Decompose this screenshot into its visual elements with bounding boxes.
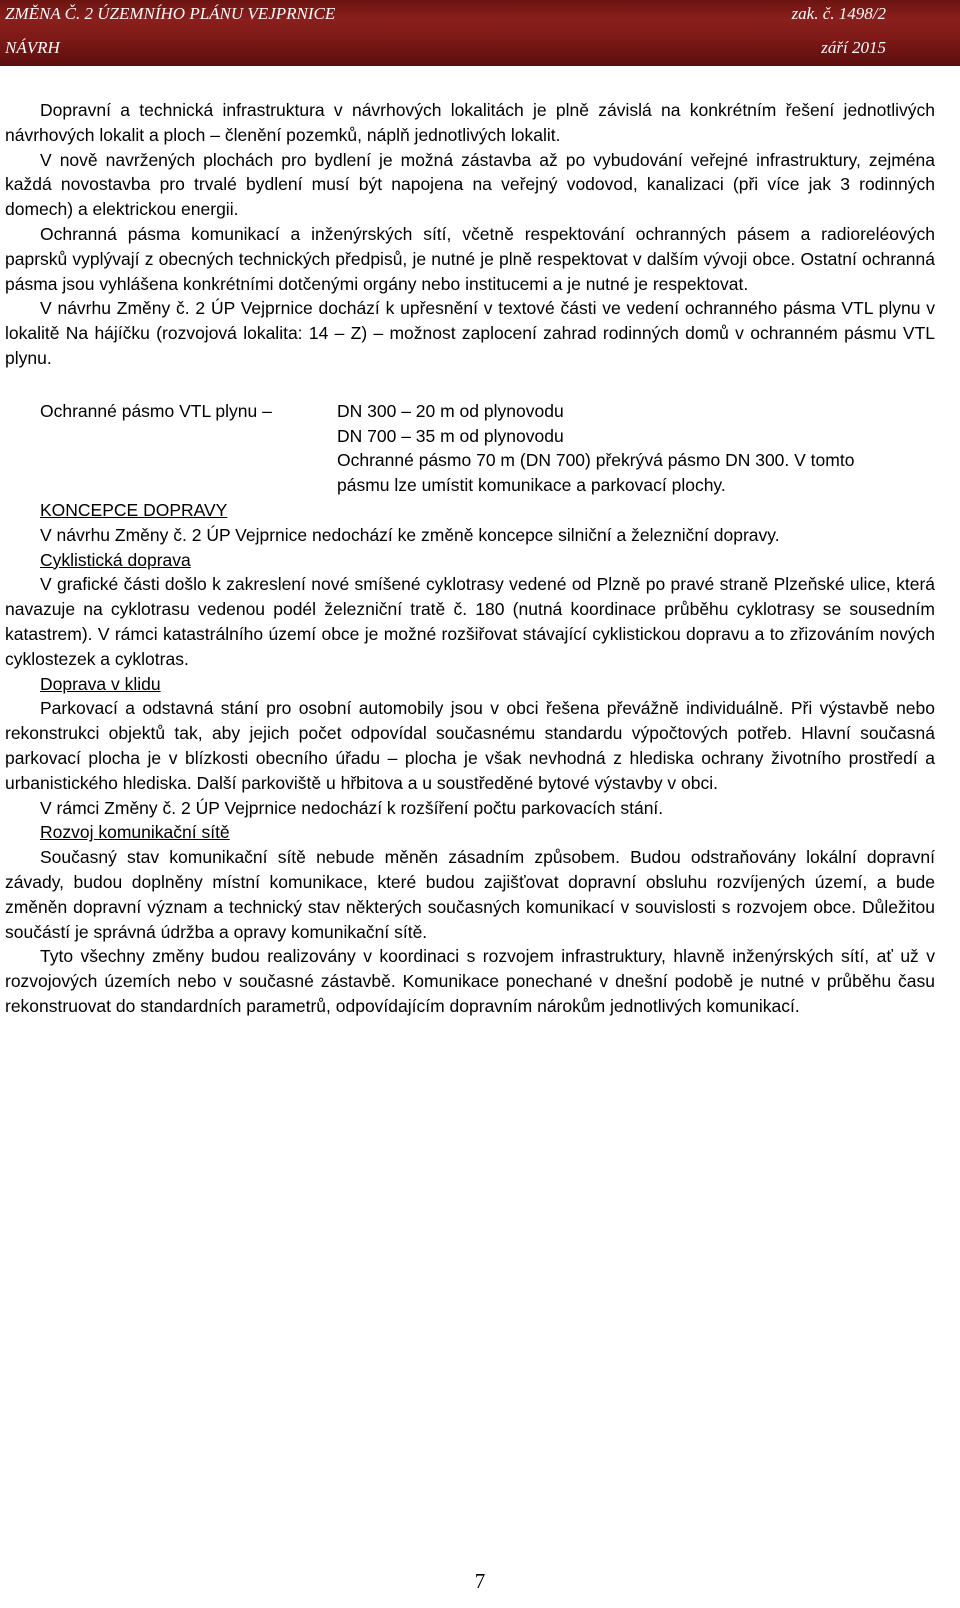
section-heading-rozvoj: Rozvoj komunikační sítě bbox=[40, 822, 230, 843]
koncepce-paragraph: V návrhu Změny č. 2 ÚP Vejprnice nedochází ke změně koncepce silniční a železniční dopravy. bbox=[40, 524, 780, 545]
cyklisticka-paragraph: V grafické části došlo k zakreslení nové smíšené cyklotrasy vedené od Plzně po pravé straně Plzeňské ulice, která navazuje na cyklotrasu vedenou podél železniční tratě č. 180 (nutná koordinace průběhu cyklotrasy se sousedním katastrem). V rámci katastrálního území obce je možné rozšiřovat stávající cyklistickou dopravu a to zřizováním nových cyklostezek a cyklotras. bbox=[5, 574, 935, 669]
page-header bbox=[0, 0, 960, 66]
document-status: NÁVRH bbox=[5, 38, 60, 57]
pipeline-value: DN 300 – 20 m od plynovodu bbox=[337, 400, 564, 421]
contract-number: zak. č. 1498/2 bbox=[791, 4, 886, 23]
pipeline-protection-zone bbox=[5, 399, 935, 498]
section-heading-klid: Doprava v klidu bbox=[40, 673, 161, 694]
klid-paragraph: V rámci Změny č. 2 ÚP Vejprnice nedochází k rozšíření počtu parkovacích stání. bbox=[40, 797, 664, 818]
pipeline-values bbox=[337, 399, 935, 498]
intro-paragraph: V nově navržených plochách pro bydlení je možná zástavba až po vybudování veřejné infrastruktury, zejména každá novostavba pro trvalé bydlení musí být napojena na veřejný vodovod, kanalizaci (při více jak 3 rodinných domech) a elektrickou energii. bbox=[5, 149, 935, 220]
section-heading-cyklisticka: Cyklistická doprava bbox=[40, 549, 191, 570]
pipeline-value: DN 700 – 35 m od plynovodu bbox=[337, 425, 564, 446]
document-body bbox=[5, 98, 935, 1019]
intro-paragraph: V návrhu Změny č. 2 ÚP Vejprnice dochází k upřesnění v textové části ve vedení ochranného pásma VTL plynu v lokalitě Na hájíčku (rozvojová lokalita: 14 – Z) – možnost zaplocení zahrad rodinných domů v ochranném pásmu VTL plynu. bbox=[5, 298, 935, 368]
section-heading-koncepce: KONCEPCE DOPRAVY bbox=[40, 499, 228, 520]
document-date: září 2015 bbox=[821, 38, 886, 57]
intro-paragraph: Dopravní a technická infrastruktura v návrhových lokalitách je plně závislá na konkrétním řešení jednotlivých návrhových lokalit a ploch – členění pozemků, náplň jednotlivých lokalit. bbox=[5, 100, 935, 145]
rozvoj-paragraph: Současný stav komunikační sítě nebude měněn zásadním způsobem. Budou odstraňovány lokální dopravní závady, budou doplněny místní komunikace, které budou zajišťovat dopravní obsluhu rozvíjených území, a bude změněn dopravní význam a technický stav některých současných komunikací v souvislosti s rozvojem obce. Důležitou součástí je správná údržba a opravy komunikační sítě. bbox=[5, 847, 935, 942]
pipeline-value: Ochranné pásmo 70 m (DN 700) překrývá pásmo DN 300. V tomto pásmu lze umístit komunikace a parkovací plochy. bbox=[337, 450, 855, 496]
page-number: 7 bbox=[474, 1569, 486, 1593]
pipeline-label: Ochranné pásmo VTL plynu – bbox=[40, 400, 272, 421]
document-title: ZMĚNA Č. 2 ÚZEMNÍHO PLÁNU VEJPRNICE bbox=[5, 4, 336, 23]
klid-paragraph: Parkovací a odstavná stání pro osobní automobily jsou v obci řešena převážně individuálně. Při výstavbě nebo rekonstrukci objektů tak, aby jejich počet odpovídal současnému standardu výpočtových potřeb. Hlavní současná parkovací plocha je v blízkosti obecního úřadu – plocha je však nevhodná z hlediska ochrany životního prostředí a urbanistického hlediska. Další parkoviště u hřbitova a u soustředěné bytové výstavby v obci. bbox=[5, 698, 935, 793]
intro-paragraph: Ochranná pásma komunikací a inženýrských sítí, včetně respektování ochranných pásem a radioreléových paprsků vyplývají z obecných technických předpisů, je nutné je plně respektovat v dalším vývoji obce. Ostatní ochranná pásma jsou vyhlášena konkrétními dotčenými orgány nebo institucemi a je nutné je respektovat. bbox=[5, 223, 935, 294]
rozvoj-paragraph: Tyto všechny změny budou realizovány v koordinaci s rozvojem infrastruktury, hlavně inženýrských sítí, ať už v rozvojových územích nebo v současné zástavbě. Komunikace ponechané v dnešní podobě je nutné v průběhu času rekonstruovat do standardních parametrů, odpovídajícím dopravním nárokům jednotlivých komunikací. bbox=[5, 946, 935, 1016]
